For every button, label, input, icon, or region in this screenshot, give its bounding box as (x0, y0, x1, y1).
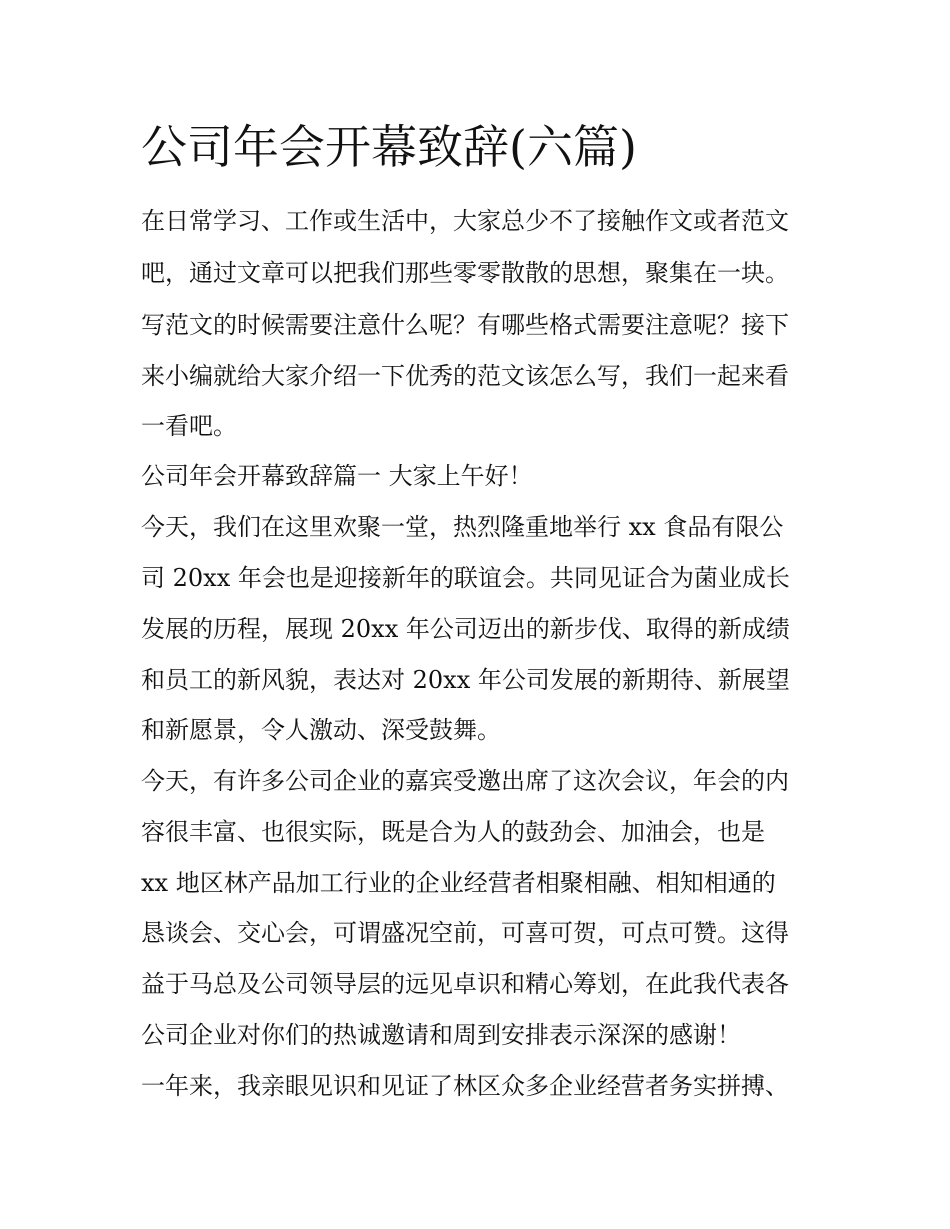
body-line: 今天，有许多公司企业的嘉宾受邀出席了这次会议，年会的内 (141, 767, 789, 795)
body-line: 益于马总及公司领导层的远见卓识和精心筹划，在此我代表各 (141, 970, 789, 998)
body-line: 容很丰富、也很实际，既是合为人的鼓劲会、加油会，也是 (141, 818, 765, 846)
body-line: 写范文的时候需要注意什么呢？有哪些格式需要注意呢？接下 (141, 311, 789, 339)
body-line: 和员工的新风貌，表达对 20xx 年公司发展的新期待、新展望 (141, 666, 790, 694)
body-line: 公司企业对你们的热诚邀请和周到安排表示深深的感谢！ (141, 1021, 741, 1049)
body-line: 和新愿景，令人激动、深受鼓舞。 (141, 716, 501, 744)
document-title: 公司年会开幕致辞(六篇) (141, 120, 637, 174)
body-line: 司 20xx 年会也是迎接新年的联谊会。共同见证合为菌业成长 (141, 564, 790, 592)
body-line: 来小编就给大家介绍一下优秀的范文该怎么写，我们一起来看 (141, 362, 789, 390)
body-line: 在日常学习、工作或生活中，大家总少不了接触作文或者范文 (141, 207, 789, 235)
body-line: xx 地区林产品加工行业的企业经营者相聚相融、相知相通的 (141, 869, 776, 897)
body-line: 一看吧。 (141, 412, 237, 440)
body-line: 一年来，我亲眼见识和见证了林区众多企业经营者务实拼搏、 (141, 1072, 789, 1100)
body-line: 今天，我们在这里欢聚一堂，热烈隆重地举行 xx 食品有限公 (141, 513, 784, 541)
section-heading-line: 公司年会开幕致辞篇一 大家上午好！ (141, 462, 533, 490)
body-line: 吧，通过文章可以把我们那些零零散散的思想，聚集在一块。 (141, 259, 789, 287)
body-line: 恳谈会、交心会，可谓盛况空前，可喜可贺，可点可赞。这得 (141, 919, 789, 947)
body-line: 发展的历程，展现 20xx 年公司迈出的新步伐、取得的新成绩 (141, 615, 790, 643)
